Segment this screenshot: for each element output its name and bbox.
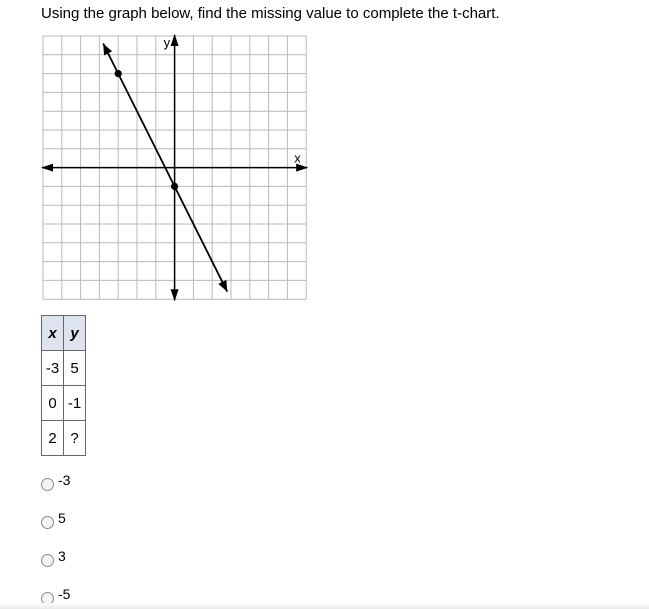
t-chart-cell-x: -3 <box>42 351 64 386</box>
marked-point <box>115 70 122 77</box>
t-chart-row <box>42 386 86 421</box>
t-chart-header-x: x <box>42 316 64 351</box>
bottom-edge-shadow <box>0 603 649 609</box>
answer-choice-label[interactable]: -3 <box>58 472 71 488</box>
y-axis-label: y <box>163 35 171 50</box>
t-chart-cell-x: 2 <box>42 421 64 456</box>
t-chart-cell-y: 5 <box>64 351 86 386</box>
t-chart-cell-y: -1 <box>64 386 86 421</box>
t-chart-row <box>42 421 86 456</box>
t-chart-header-row <box>42 316 86 351</box>
answer-choice-label[interactable]: 3 <box>58 548 66 564</box>
x-axis-label: x <box>294 150 301 166</box>
t-chart-cell-y: ? <box>64 421 86 456</box>
radio-button[interactable] <box>41 516 54 529</box>
answer-choice-label[interactable]: 5 <box>58 510 66 526</box>
answer-choice-3[interactable] <box>41 548 66 568</box>
t-chart-row <box>42 351 86 386</box>
answer-choice-label[interactable]: -5 <box>58 586 71 602</box>
t-chart <box>41 315 86 456</box>
t-chart-cell-x: 0 <box>42 386 64 421</box>
question-text: Using the graph below, find the missing value to complete the t-chart. <box>41 5 500 22</box>
marked-point <box>171 183 178 190</box>
t-chart-header-y: y <box>64 316 86 351</box>
answer-choice-1[interactable] <box>41 472 70 492</box>
radio-button[interactable] <box>41 478 54 491</box>
radio-button[interactable] <box>41 554 54 567</box>
answer-choice-2[interactable] <box>41 510 66 530</box>
